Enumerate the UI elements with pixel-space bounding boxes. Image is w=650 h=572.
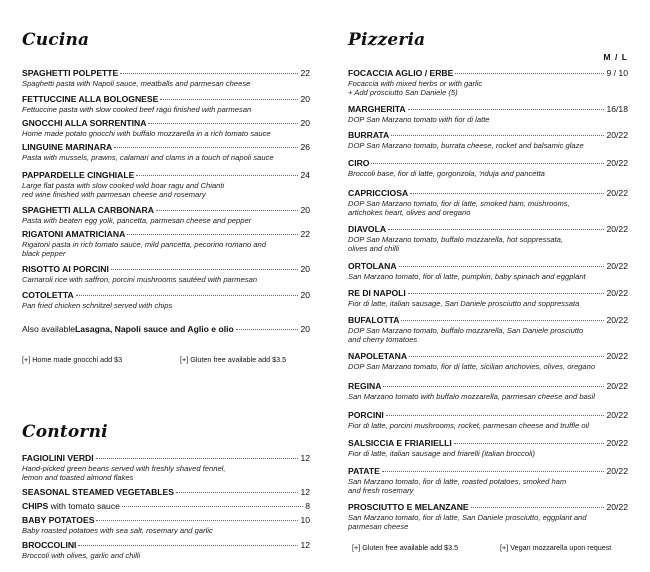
menu-item-description: DOP San Marzano tomato with fior di latte xyxy=(348,115,490,124)
menu-item-name: CIRO xyxy=(348,158,370,168)
menu-item-description: black pepper xyxy=(22,249,66,258)
menu-item-description: DOP San Marzano tomato, fior di latte, smoked ham, mushrooms, xyxy=(348,199,570,208)
menu-item-name: PATATE xyxy=(348,466,380,476)
menu-item xyxy=(22,487,310,498)
menu-item-description: Spaghetti pasta with Napoli sauce, meatballs and parmesan cheese xyxy=(22,79,251,88)
dot-leader xyxy=(383,386,604,387)
menu-item-name: BUFALOTTA xyxy=(348,315,400,325)
menu-item-description: Focaccia with mixed herbs or with garlic xyxy=(348,79,483,88)
menu-item-name: NAPOLETANA xyxy=(348,351,408,361)
menu-item-price: 20/22 xyxy=(606,158,628,168)
dot-leader xyxy=(410,193,604,194)
menu-item xyxy=(348,381,628,401)
menu-item-description: Baby roasted potatoes with sea salt, rosemary and garlic xyxy=(22,526,213,535)
menu-item-description: Hand-picked green beans served with freshly shaved fennel, xyxy=(22,464,226,473)
menu-item-price: 20/22 xyxy=(606,288,628,298)
menu-item-description: Pasta with mussels, prawns, calamari and clams in a touch of napoli sauce xyxy=(22,153,274,162)
dot-leader xyxy=(136,175,298,176)
menu-item-name: SPAGHETTI POLPETTE xyxy=(22,68,119,78)
dot-leader xyxy=(399,266,605,267)
menu-item-name: LINGUINE MARINARA xyxy=(22,142,113,152)
menu-item-description: and fresh rosemary xyxy=(348,486,414,495)
menu-item-description: artichokes heart, olives and oregano xyxy=(348,208,471,217)
menu-item-name: PAPPARDELLE CINGHIALE xyxy=(22,170,135,180)
menu-item-price: 16/18 xyxy=(606,104,628,114)
menu-item-description: olives and chilli xyxy=(348,244,400,253)
also-available-prefix: Also available xyxy=(22,324,76,334)
menu-item-description: DOP San Marzano tomato, buffalo mozzarella, hot soppressata, xyxy=(348,235,563,244)
menu-item-name: BROCCOLINI xyxy=(22,540,77,550)
menu-item xyxy=(22,501,310,512)
note-vegan: [+] Vegan mozzarella upon request xyxy=(500,543,612,552)
menu-item-description: Rigatoni pasta in rich tomato sauce, mild pancetta, pecorino romano and xyxy=(22,240,266,249)
menu-item-price: 24 xyxy=(300,170,310,180)
menu-item-description: Fettuccine pasta with slow cooked beef ragù finished with parmesan xyxy=(22,105,252,114)
menu-item xyxy=(22,68,310,88)
dot-leader xyxy=(160,99,298,100)
menu-item-description: Fior di latte, italian sausage and friarelli (italian broccoli) xyxy=(348,449,535,458)
dot-leader xyxy=(401,320,604,321)
menu-item-price: 20/22 xyxy=(606,188,628,198)
menu-item-description: DOP San Marzano tomato, buffalo mozzarella, San Daniele prosciutto xyxy=(348,326,584,335)
dot-leader xyxy=(148,123,298,124)
menu-item-price: 22 xyxy=(300,229,310,239)
dot-leader xyxy=(391,135,604,136)
menu-item-price: 20 xyxy=(300,290,310,300)
menu-item-name: REGINA xyxy=(348,381,382,391)
menu-item xyxy=(348,351,628,371)
dot-leader xyxy=(127,234,298,235)
menu-item xyxy=(348,466,628,495)
menu-item-description: Fior di latte, porcini mushrooms, rocket, parmesan cheese and truffle oil xyxy=(348,421,589,430)
menu-item xyxy=(348,315,628,344)
menu-item xyxy=(348,261,628,281)
dot-leader xyxy=(454,443,605,444)
menu-item-description: San Marzano tomato, fior di latte, roasted potatoes, smoked ham xyxy=(348,477,567,486)
menu-item-price: 20/22 xyxy=(606,502,628,512)
menu-item-price: 20 xyxy=(300,264,310,274)
menu-item-description: DOP San Marzano tomato, burrata cheese, rocket and balsamic glaze xyxy=(348,141,584,150)
dot-leader xyxy=(176,492,298,493)
menu-item xyxy=(348,130,628,150)
menu-item-name: BURRATA xyxy=(348,130,390,140)
menu-item xyxy=(348,288,628,308)
dot-leader xyxy=(471,507,605,508)
menu-item-description: Home made potato gnocchi with buffalo mozzarella in a rich tomato sauce xyxy=(22,129,271,138)
menu-item-price: 20/22 xyxy=(606,410,628,420)
dot-leader xyxy=(386,415,605,416)
menu-item-name: RIGATONI AMATRICIANA xyxy=(22,229,126,239)
menu-item-name: FETTUCCINE ALLA BOLOGNESE xyxy=(22,94,159,104)
menu-item-description: DOP San Marzano tomato, fior di latte, sicilian anchovies, olives, oregano xyxy=(348,362,596,371)
menu-item-name: GNOCCHI ALLA SORRENTINA xyxy=(22,118,147,128)
menu-item xyxy=(22,118,310,138)
menu-item xyxy=(348,104,628,124)
dot-leader xyxy=(111,269,299,270)
menu-item-price: 20/22 xyxy=(606,438,628,448)
menu-item xyxy=(22,515,310,535)
dot-leader xyxy=(96,520,298,521)
menu-item xyxy=(22,142,310,162)
menu-item-description: San Marzano tomato, fior di latte, San Daniele prosciutto, eggplant and xyxy=(348,513,587,522)
menu-item-name: SPAGHETTI ALLA CARBONARA xyxy=(22,205,154,215)
menu-item-name: SEASONAL STEAMED VEGETABLES xyxy=(22,487,175,497)
note-gluten-free-pizzeria: [+] Gluten free available add $3.5 xyxy=(352,543,459,552)
menu-item-price: 20/22 xyxy=(606,224,628,234)
menu-item-price: 10 xyxy=(300,515,310,525)
menu-item xyxy=(22,229,310,258)
menu-item-name: FOCACCIA AGLIO / ERBE xyxy=(348,68,454,78)
menu-item xyxy=(348,224,628,253)
menu-item xyxy=(348,188,628,217)
menu-item xyxy=(22,94,310,114)
menu-item xyxy=(22,540,310,560)
menu-item-description: Fior di latte, italian sausage, San Daniele prosciutto and soppressata xyxy=(348,299,580,308)
menu-item-description: Large flat pasta with slow cooked wild boar ragu and Chianti xyxy=(22,181,225,190)
menu-item-price: 20 xyxy=(300,118,310,128)
menu-item xyxy=(22,453,310,482)
dot-leader xyxy=(122,506,303,507)
menu-item-price: 20 xyxy=(300,205,310,215)
dot-leader xyxy=(408,109,605,110)
menu-item-name: CAPRICCIOSA xyxy=(348,188,409,198)
menu-item-name: SALSICCIA E FRIARIELLI xyxy=(348,438,452,448)
menu-item-description: San Marzano tomato with buffalo mozzarella, parmesan cheese and basil xyxy=(348,392,595,401)
menu-item xyxy=(348,410,628,430)
menu-item-price: 26 xyxy=(300,142,310,152)
menu-item xyxy=(22,290,310,310)
menu-item-price: 12 xyxy=(300,487,310,497)
menu-item-name: RE DI NAPOLI xyxy=(348,288,406,298)
menu-item-description: Broccoli base, fior di latte, gorgonzola, 'nduja and pancetta xyxy=(348,169,545,178)
menu-item-description: + Add prosciutto San Daniele (5) xyxy=(348,88,458,97)
menu-item-price: 22 xyxy=(300,68,310,78)
menu-item xyxy=(348,158,628,178)
menu-item-name: RISOTTO AI PORCINI xyxy=(22,264,109,274)
pizzeria-heading: Pizzeria xyxy=(348,30,426,50)
cucina-heading: Cucina xyxy=(22,30,90,50)
menu-item-price: 12 xyxy=(300,453,310,463)
menu-item-price: 20 xyxy=(300,94,310,104)
menu-item-name: COTOLETTA xyxy=(22,290,74,300)
dot-leader xyxy=(156,210,299,211)
menu-item-name-sub: with tomato sauce xyxy=(48,501,120,511)
menu-item-description: Carnaroli rice with saffron, porcini mushrooms sautéed with parmesan xyxy=(22,275,258,284)
menu-item-name: BABY POTATOES xyxy=(22,515,95,525)
menu-item-price: 20/22 xyxy=(606,466,628,476)
size-header: M / L xyxy=(603,52,628,62)
also-available xyxy=(22,324,310,334)
menu-item-name: DIAVOLA xyxy=(348,224,387,234)
menu-item-description: parmesan cheese xyxy=(348,522,409,531)
menu-item-name: PROSCIUTTO E MELANZANE xyxy=(348,502,469,512)
dot-leader xyxy=(382,471,605,472)
menu-item-price: 9 / 10 xyxy=(606,68,628,78)
menu-item-price: 12 xyxy=(300,540,310,550)
menu-item-name: ORTOLANA xyxy=(348,261,397,271)
menu-item-price: 20/22 xyxy=(606,351,628,361)
menu-item-name: MARGHERITA xyxy=(348,104,406,114)
menu-item xyxy=(348,502,628,531)
dot-leader xyxy=(371,163,604,164)
dot-leader xyxy=(455,73,604,74)
also-available-dishes: Lasagna, Napoli sauce and Aglio e olio xyxy=(75,324,234,334)
menu-item xyxy=(22,264,310,284)
dot-leader xyxy=(120,73,298,74)
menu-item-price: 20/22 xyxy=(606,381,628,391)
menu-item xyxy=(22,170,310,199)
menu-item-price: 8 xyxy=(305,501,310,511)
menu-item-price: 20/22 xyxy=(606,261,628,271)
menu-item-description: and cherry tomatoes xyxy=(348,335,418,344)
menu-item-description: San Marzano tomato, fior di latte, pumpkin, baby spinach and eggplant xyxy=(348,272,586,281)
dot-leader xyxy=(114,147,298,148)
menu-item-price: 20/22 xyxy=(606,315,628,325)
menu-item-description: red wine finished with parmesan cheese and rosemary xyxy=(22,190,206,199)
menu-item-description: lemon and toasted almond flakes xyxy=(22,473,134,482)
dot-leader xyxy=(96,458,299,459)
dot-leader xyxy=(388,229,604,230)
dot-leader xyxy=(78,545,298,546)
dot-leader xyxy=(76,295,299,296)
menu-item xyxy=(22,205,310,225)
dot-leader xyxy=(408,293,605,294)
dot-leader xyxy=(409,356,604,357)
menu-item-description: Pasta with beaten egg yolk, pancetta, parmesan cheese and pepper xyxy=(22,216,252,225)
menu-item-description: Broccoli with olives, garlic and chilli xyxy=(22,551,141,560)
contorni-heading: Contorni xyxy=(22,422,108,442)
menu-item xyxy=(348,68,628,97)
note-gluten-free-cucina: [+] Gluten free available add $3.5 xyxy=(180,355,287,364)
menu-item-name: CHIPS with tomato sauce xyxy=(22,501,120,511)
menu-item-name: FAGIOLINI VERDI xyxy=(22,453,94,463)
note-gnocchi: [+] Home made gnocchi add $3 xyxy=(22,355,123,364)
also-available-price: 20 xyxy=(300,324,310,334)
menu-item xyxy=(348,438,628,458)
menu-item-price: 20/22 xyxy=(606,130,628,140)
menu-item-description: Pan fried chicken schnitzel served with chips xyxy=(22,301,173,310)
menu-item-name: PORCINI xyxy=(348,410,384,420)
